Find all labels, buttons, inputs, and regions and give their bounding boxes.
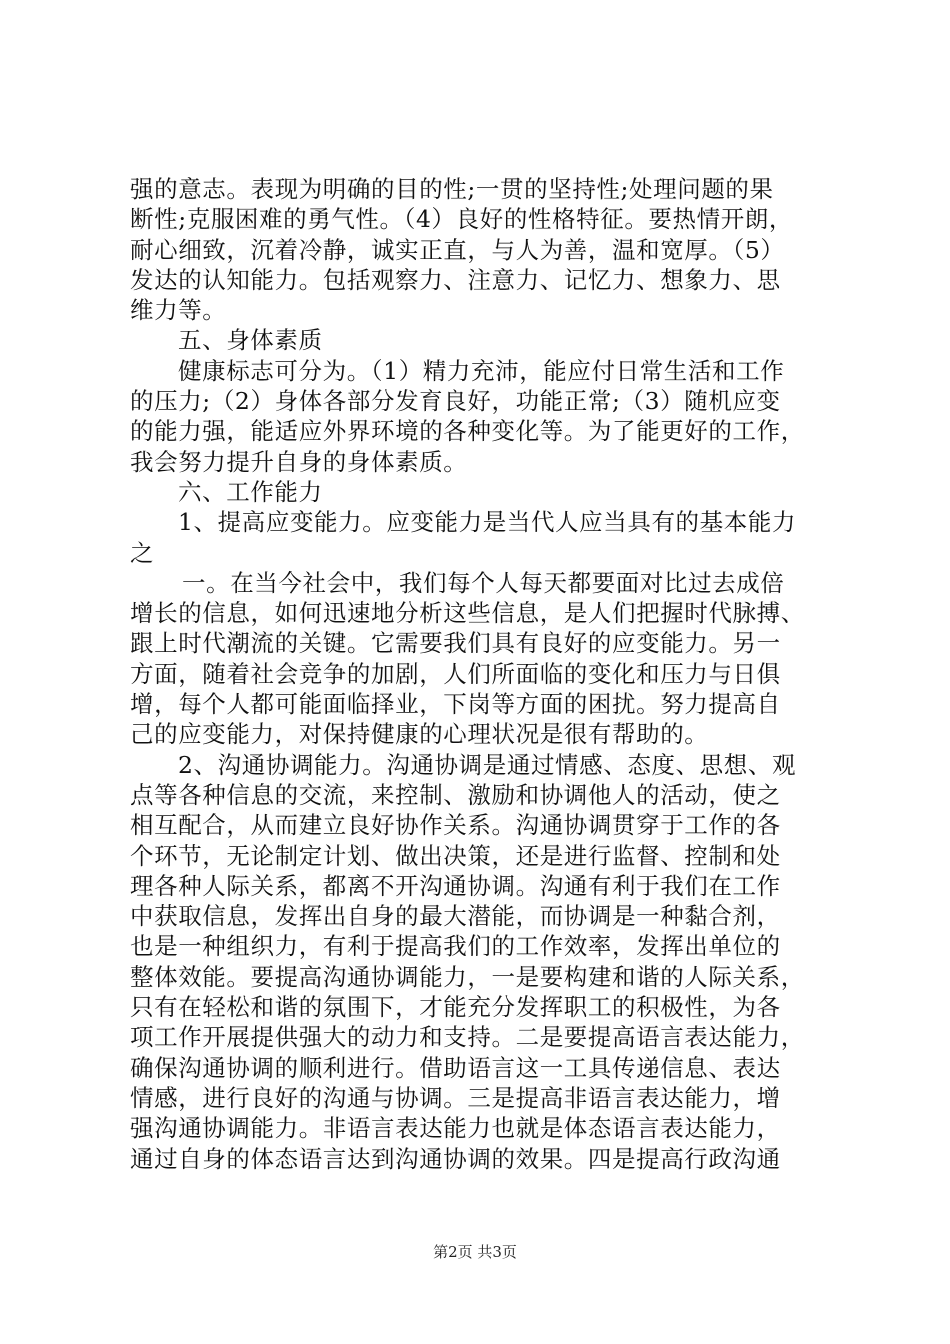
text-line: 跟上时代潮流的关键。它需要我们具有良好的应变能力。另一 (130, 629, 781, 658)
text-line: 点等各种信息的交流，来控制、激励和协调他人的活动，使之 (130, 780, 781, 809)
text-line: 2、沟通协调能力。沟通协调是通过情感、态度、思想、观 (178, 750, 797, 779)
text-line: 之 (130, 538, 155, 567)
text-line: 一。在当今社会中，我们每个人每天都要面对比过去成倍 (182, 568, 785, 597)
text-line: 的压力;（2）身体各部分发育良好，功能正常;（3）随机应变 (130, 387, 781, 416)
text-line: 的能力强，能适应外界环境的各种变化等。为了能更好的工作， (130, 417, 805, 446)
text-line: 健康标志可分为。（1）精力充沛，能应付日常生活和工作 (178, 356, 785, 385)
text-line: 整体效能。要提高沟通协调能力，一是要构建和谐的人际关系， (130, 962, 805, 991)
text-line: 1、提高应变能力。应变能力是当代人应当具有的基本能力 (178, 508, 797, 537)
page-number-footer: 第2页 共3页 (433, 1243, 517, 1261)
text-line: 我会努力提升自身的身体素质。 (130, 447, 468, 476)
section-heading: 六、工作能力 (178, 477, 323, 506)
text-line: 也是一种组织力，有利于提高我们的工作效率，发挥出单位的 (130, 932, 781, 961)
text-line: 通过自身的体态语言达到沟通协调的效果。四是提高行政沟通 (130, 1144, 781, 1173)
text-line: 断性;克服困难的勇气性。（4）良好的性格特征。要热情开朗， (130, 205, 794, 234)
text-line: 增长的信息，如何迅速地分析这些信息，是人们把握时代脉搏、 (130, 599, 805, 628)
text-line: 理各种人际关系，都离不开沟通协调。沟通有利于我们在工作 (130, 871, 781, 900)
text-line: 相互配合，从而建立良好协作关系。沟通协调贯穿于工作的各 (130, 811, 781, 840)
text-line: 强沟通协调能力。非语言表达能力也就是体态语言表达能力， (130, 1114, 781, 1143)
text-line: 增，每个人都可能面临择业，下岗等方面的困扰。努力提高自 (130, 690, 781, 719)
text-line: 项工作开展提供强大的动力和支持。二是要提高语言表达能力， (130, 1023, 805, 1052)
text-line: 确保沟通协调的顺利进行。借助语言这一工具传递信息、表达 (130, 1053, 781, 1082)
text-line: 发达的认知能力。包括观察力、注意力、记忆力、想象力、思 (130, 265, 781, 294)
text-line: 个环节，无论制定计划、做出决策，还是进行监督、控制和处 (130, 841, 781, 870)
text-line: 耐心细致，沉着冷静，诚实正直，与人为善，温和宽厚。（5） (130, 235, 785, 264)
document-body (130, 174, 830, 1174)
text-line: 中获取信息，发挥出自身的最大潜能，而协调是一种黏合剂， (130, 902, 781, 931)
section-heading: 五、身体素质 (178, 326, 323, 355)
text-line: 己的应变能力，对保持健康的心理状况是很有帮助的。 (130, 720, 709, 749)
text-line: 方面，随着社会竞争的加剧，人们所面临的变化和压力与日俱 (130, 659, 781, 688)
text-line: 只有在轻松和谐的氛围下，才能充分发挥职工的积极性，为各 (130, 993, 781, 1022)
text-line: 维力等。 (130, 296, 227, 325)
text-line: 情感，进行良好的沟通与协调。三是提高非语言表达能力，增 (130, 1083, 781, 1112)
text-line: 强的意志。表现为明确的目的性;一贯的坚持性;处理问题的果 (130, 175, 774, 203)
